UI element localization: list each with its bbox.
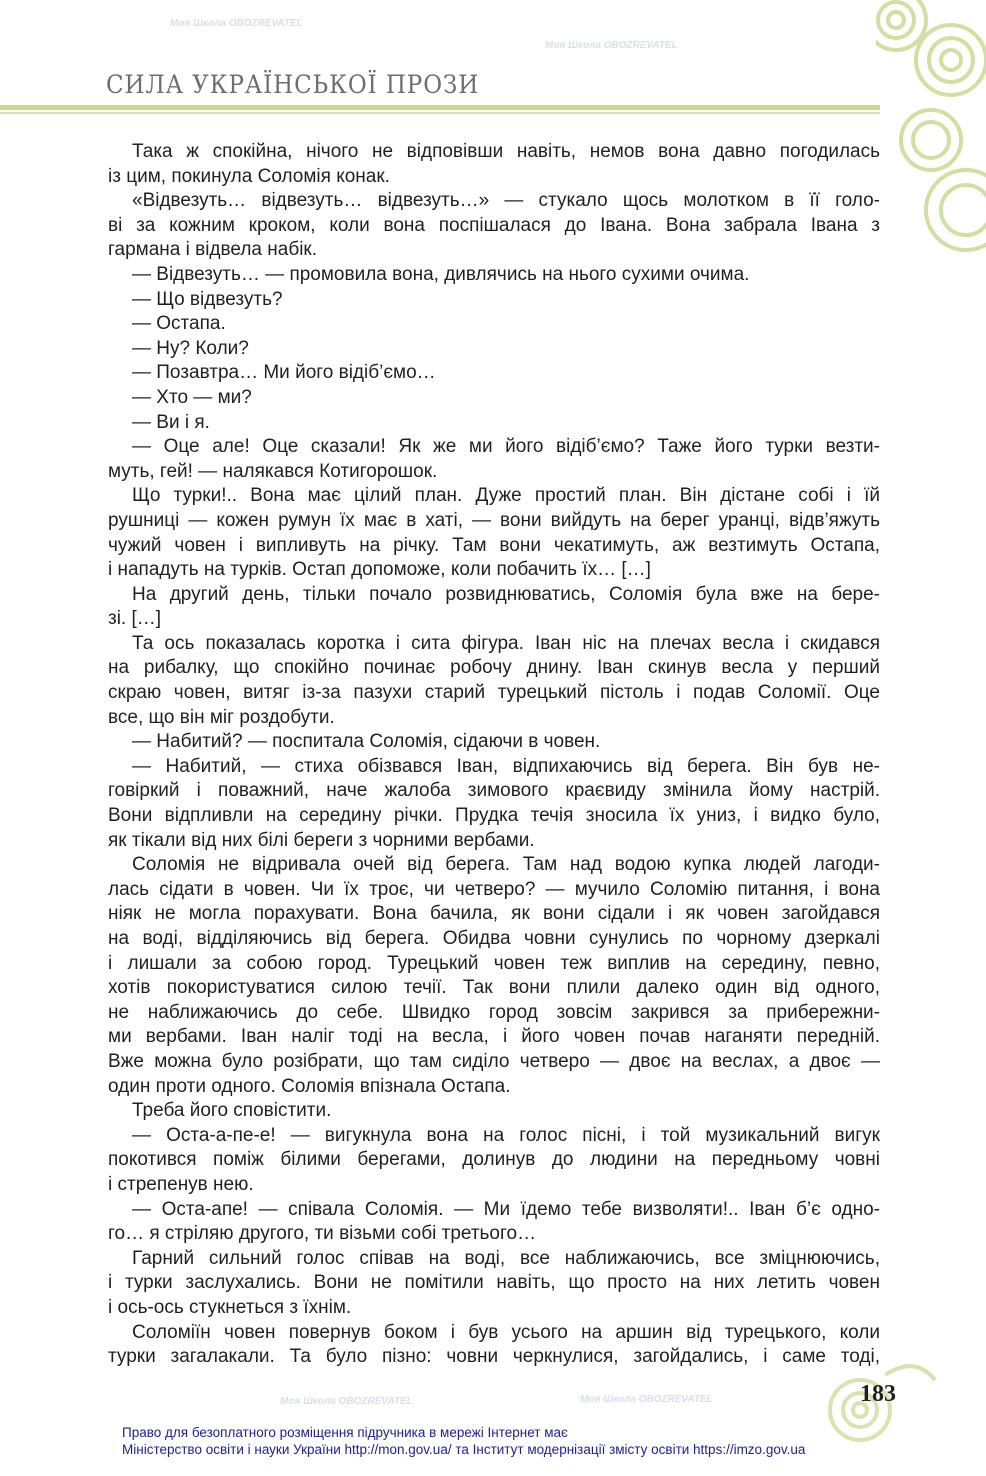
- text-line: — Набитий, — стиха обізвався Іван, відпихаючись від берега. Він був не-: [132, 755, 880, 777]
- watermark: Моя Школа OBOZREVATEL: [280, 1396, 413, 1407]
- body-text: [108, 140, 880, 1370]
- page-number: 183: [860, 1381, 896, 1407]
- footer-line-2: Міністерство освіти і науки України http://mon.gov.ua/ та Інститут модернізації змісту освіти https://imzo.gov.ua: [122, 1442, 806, 1457]
- text-line: і турки заслухались. Вони не помітили навіть, що просто на них летить човен: [108, 1272, 880, 1294]
- watermark: Моя Школа OBOZREVATEL: [170, 18, 303, 29]
- text-line: і нападуть на турків. Остап допоможе, коли побачить їх… […]: [108, 559, 651, 581]
- text-line: гармана і відвела набік.: [108, 239, 318, 261]
- text-line: — Позавтра… Ми його відіб’ємо…: [132, 362, 436, 384]
- text-line: покотився поміж білими берегами, долинув до людини на передньому човні: [108, 1149, 880, 1171]
- text-line: не наближаючись до себе. Швидко город зовсім закрився за прибережни-: [108, 1001, 880, 1023]
- text-line: — Хто — ми?: [132, 386, 252, 408]
- text-line: один проти одного. Соломія впізнала Остапа.: [108, 1075, 511, 1097]
- text-line: скраю човен, витяг із-за пазухи старий турецький пістоль і подав Соломії. Оце: [108, 682, 880, 704]
- text-line: — Остапа.: [132, 313, 226, 335]
- text-line: Соломіїн човен повернув боком і був усього на аршин від турецького, коли: [132, 1321, 880, 1343]
- text-line: ми вербами. Іван наліг тоді на весла, і його човен почав наганяти передній.: [108, 1026, 880, 1048]
- text-line: — Що відвезуть?: [132, 288, 283, 310]
- footer-line-1: Право для безоплатного розміщення підручника в мережі Інтернет має: [122, 1425, 568, 1440]
- text-line: Така ж спокійна, нічого не відповівши навіть, немов вона давно погодилась: [132, 141, 880, 162]
- text-line: говіркий і поважний, наче жалоба зимового краєвиду змінила йому настрій.: [108, 780, 880, 802]
- watermark: Моя Школа OBOZREVATEL: [545, 40, 678, 51]
- text-line: чужий човен і випливуть на річку. Там вони чекатимуть, аж везтимуть Остапа,: [108, 534, 880, 556]
- text-line: — Ну? Коли?: [132, 337, 249, 359]
- text-line: ві за кожним кроком, коли вона поспішалася до Івана. Вона забрала Івана з: [108, 214, 880, 236]
- text-line: ніяк не могла порахувати. Вона бачила, як вони сідали і як човен загойдався: [108, 903, 880, 925]
- text-line: Соломія не відривала очей від берега. Там над водою купка людей лагоди-: [132, 854, 880, 876]
- decorative-swirls: [876, 0, 986, 260]
- text-line: го… я стріляю другого, ти візьми собі третього…: [108, 1223, 537, 1245]
- text-line: лась сідати в човен. Чи їх троє, чи четверо? — мучило Соломію питання, і вона: [108, 878, 880, 900]
- text-line: Що турки!.. Вона має цілий план. Дуже простий план. Він дістане собі і їй: [132, 485, 880, 507]
- text-line: із цим, покинула Соломія конак.: [108, 165, 390, 187]
- text-line: на воді, відділяючись від берега. Обидва човни сунулись по чорному дзеркалі: [108, 928, 880, 949]
- watermark: Моя Школа OBOZREVATEL: [580, 1394, 713, 1405]
- running-header-title: СИЛА УКРАЇНСЬКОЇ ПРОЗИ: [106, 70, 480, 99]
- text-line: — Ви і я.: [132, 411, 210, 433]
- text-line: зі. […]: [108, 608, 162, 630]
- text-line: як тікали від них білі береги з чорними вербами.: [108, 829, 535, 851]
- text-line: Вже можна було розібрати, що там сиділо четверо — двоє на веслах, а двоє —: [108, 1050, 880, 1072]
- footer-notice: [122, 1424, 805, 1458]
- text-line: рушниці — кожен румун їх має в хаті, — вони вийдуть на берег уранці, відв’яжуть: [108, 509, 880, 531]
- text-line: на рибалку, що спокійно починає робочу днину. Іван скинув весла у перший: [108, 657, 880, 679]
- text-line: і стрепенув нею.: [108, 1173, 254, 1195]
- text-line: — Відвезуть… — промовила вона, дивлячись на нього сухими очима.: [132, 263, 750, 285]
- text-line: все, що він міг роздобути.: [108, 706, 335, 728]
- text-line: — Оце але! Оце сказали! Як же ми його відіб’ємо? Таже його турки везти-: [132, 436, 880, 458]
- header-divider-thin: [0, 112, 880, 114]
- text-line: хотів покористуватися силою течії. Так вони плили далеко один від одного,: [108, 977, 880, 999]
- text-line: Вони відпливли на середину річки. Прудка течія зносила їх униз, і видко було,: [108, 805, 880, 827]
- text-line: — Оста-апе! — співала Соломія. — Ми їдемо тебе визволяти!.. Іван б’є одно-: [132, 1198, 880, 1220]
- header-divider: [0, 105, 880, 110]
- text-line: Та ось показалась коротка і сита фігура. Іван ніс на плечах весла і скидався: [132, 632, 880, 654]
- text-line: — Набитий? — поспитала Соломія, сідаючи в човен.: [132, 731, 601, 753]
- text-line: «Відвезуть… відвезуть… відвезуть…» — стукало щось молотком в її голо-: [132, 190, 880, 212]
- text-line: і ось-ось стукнеться з їхнім.: [108, 1296, 352, 1318]
- text-line: муть, гей! — налякався Котигорошок.: [108, 460, 438, 482]
- text-line: На другий день, тільки почало розвиднюватись, Соломія була вже на бере-: [132, 583, 880, 605]
- text-line: і лишали за собою город. Турецький човен теж виплив на середину, певно,: [108, 952, 880, 974]
- text-line: турки загалакали. Та було пізно: човни черкнулися, загойдались, і саме тоді,: [108, 1346, 880, 1368]
- text-line: — Оста-а-пе-е! — вигукнула вона на голос пісні, і той музикальний вигук: [132, 1124, 880, 1146]
- text-line: Треба його сповістити.: [132, 1100, 332, 1122]
- text-line: Гарний сильний голос співав на воді, все наближаючись, все зміцнюючись,: [132, 1247, 880, 1269]
